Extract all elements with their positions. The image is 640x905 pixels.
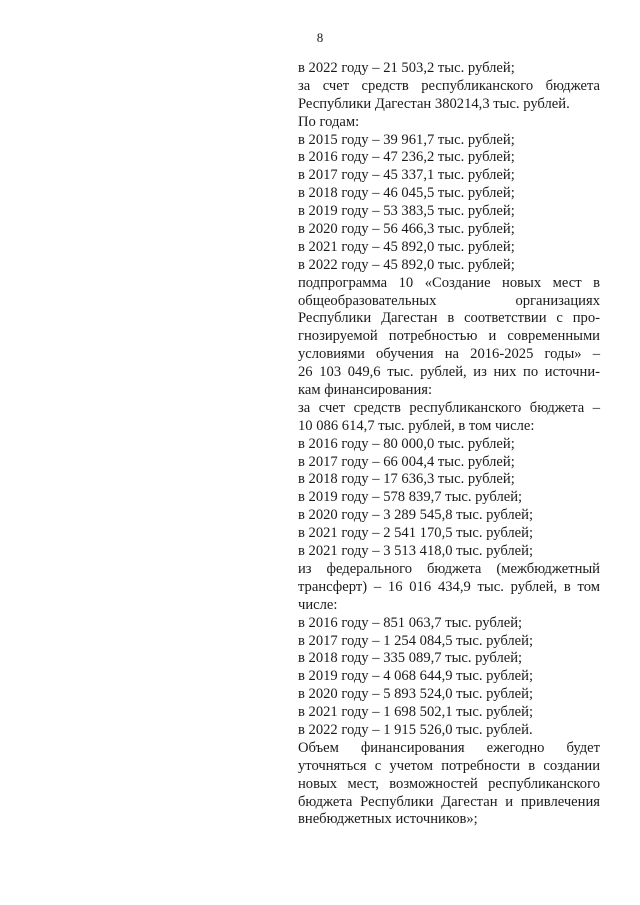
text-line: подпрограмма 10 «Создание новых мест в xyxy=(298,274,600,291)
text-line: в 2019 году – 4 068 644,9 тыс. рублей; xyxy=(298,668,534,685)
text-line: в 2021 году – 3 513 418,0 тыс. рублей; xyxy=(298,543,534,560)
text-line: 10 086 614,7 тыс. рублей, в том числе: xyxy=(298,417,535,434)
text-line: числе: xyxy=(298,596,338,613)
text-line: гнозируемой потребностью и современными xyxy=(298,328,600,345)
text-line: в 2018 году – 17 636,3 тыс. рублей; xyxy=(298,471,515,488)
text-line: новых мест, возможностей республиканского xyxy=(298,775,600,792)
text-line: Объем финансирования ежегодно будет xyxy=(298,739,600,756)
text-line: внебюджетных источников»; xyxy=(298,811,478,828)
document-text-block xyxy=(298,60,600,829)
text-line: за счет средств республиканского бюджета – xyxy=(298,399,600,416)
text-line: в 2019 году – 53 383,5 тыс. рублей; xyxy=(298,203,515,220)
text-line: в 2022 году – 1 915 526,0 тыс. рублей. xyxy=(298,721,533,738)
text-line: общеобразовательных организациях xyxy=(298,292,600,309)
text-line: 26 103 049,6 тыс. рублей, из них по источни- xyxy=(298,364,600,381)
text-line: Республики Дагестан 380214,3 тыс. рублей. xyxy=(298,95,570,112)
text-line: уточняться с учетом потребности в создании xyxy=(298,757,600,774)
text-line: в 2020 году – 5 893 524,0 тыс. рублей; xyxy=(298,686,534,703)
text-line: в 2016 году – 851 063,7 тыс. рублей; xyxy=(298,614,523,631)
text-line: в 2016 году – 80 000,0 тыс. рублей; xyxy=(298,435,515,452)
text-line: По годам: xyxy=(298,113,360,130)
text-line: за счет средств республиканского бюджета xyxy=(298,77,600,94)
text-line: трансферт) – 16 016 434,9 тыс. рублей, в том xyxy=(298,578,600,595)
text-line: в 2021 году – 2 541 170,5 тыс. рублей; xyxy=(298,525,534,542)
text-line: кам финансирования: xyxy=(298,382,433,399)
text-line: бюджета Республики Дагестан и привлечения xyxy=(298,793,600,810)
text-line: в 2022 году – 21 503,2 тыс. рублей; xyxy=(298,60,515,76)
text-line: в 2017 году – 45 337,1 тыс. рублей; xyxy=(298,167,515,184)
text-line: в 2022 году – 45 892,0 тыс. рублей; xyxy=(298,256,515,273)
text-line: в 2018 году – 46 045,5 тыс. рублей; xyxy=(298,185,515,202)
text-line: условиями обучения на 2016-2025 годы» – xyxy=(298,346,600,363)
text-line: в 2015 году – 39 961,7 тыс. рублей; xyxy=(298,131,515,148)
text-line: из федерального бюджета (межбюджетный xyxy=(298,560,600,577)
text-line: в 2021 году – 45 892,0 тыс. рублей; xyxy=(298,238,515,255)
text-line: в 2021 году – 1 698 502,1 тыс. рублей; xyxy=(298,704,534,721)
text-line: в 2018 году – 335 089,7 тыс. рублей; xyxy=(298,650,523,667)
text-line: в 2020 году – 56 466,3 тыс. рублей; xyxy=(298,221,515,238)
page-number: 8 xyxy=(316,30,324,45)
text-line: в 2017 году – 66 004,4 тыс. рублей; xyxy=(298,453,515,470)
text-line: в 2020 году – 3 289 545,8 тыс. рублей; xyxy=(298,507,534,524)
text-line: в 2017 году – 1 254 084,5 тыс. рублей; xyxy=(298,632,534,649)
text-line: в 2019 году – 578 839,7 тыс. рублей; xyxy=(298,489,523,506)
text-line: Республики Дагестан в соответствии с про- xyxy=(298,310,600,327)
text-line: в 2016 году – 47 236,2 тыс. рублей; xyxy=(298,149,515,166)
